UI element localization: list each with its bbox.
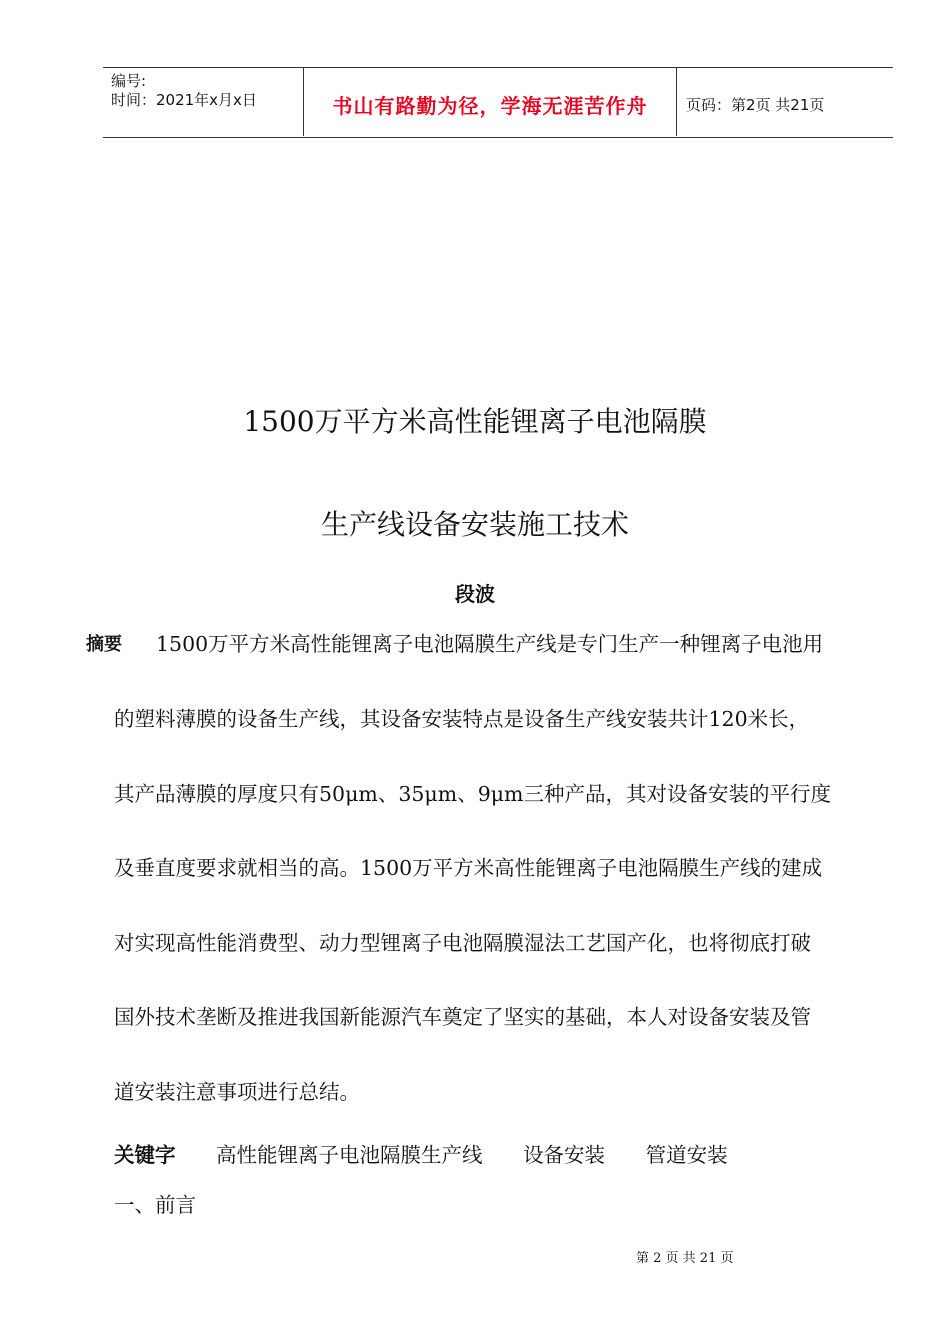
abstract-line: 1500万平方米高性能锂离子电池隔膜生产线是专门生产一种锂离子电池用: [156, 632, 824, 656]
page-footer: 第 2 页 共 21 页: [636, 1251, 734, 1266]
author-name: 段波: [455, 582, 495, 606]
header-meta: [111, 72, 257, 110]
abstract-line: 对实现高性能消费型、动力型锂离子电池隔膜湿法工艺国产化，也将彻底打破: [114, 931, 811, 955]
header-motto: 书山有路勤为径，学海无涯苦作舟: [332, 94, 648, 118]
keyword-item: 高性能锂离子电池隔膜生产线: [216, 1143, 483, 1167]
abstract-line: 道安装注意事项进行总结。: [114, 1080, 360, 1104]
abstract-line: 国外技术垄断及推进我国新能源汽车奠定了坚实的基础，本人对设备安装及管: [114, 1005, 811, 1029]
document-title-line-2: 生产线设备安装施工技术: [320, 508, 629, 541]
abstract-line: 其产品薄膜的厚度只有50μm、35μm、9μm三种产品，其对设备安装的平行度: [114, 782, 831, 806]
header-page-info: 页码：第2页 共21页: [686, 96, 825, 114]
keyword-item: 设备安装: [523, 1143, 606, 1167]
keywords-label: 关键字: [114, 1143, 176, 1167]
time-label: 时间：2021年x月x日: [111, 91, 257, 109]
section-heading: 一、前言: [114, 1193, 196, 1217]
page-header: [103, 67, 893, 138]
abstract-label: 摘要: [86, 634, 122, 655]
number-label: 编号:: [111, 72, 147, 90]
keywords-row: [114, 1138, 762, 1168]
abstract-line: 的塑料薄膜的设备生产线，其设备安装特点是设备生产线安装共计120米长，: [114, 707, 810, 731]
document-title-line-1: 1500万平方米高性能锂离子电池隔膜: [243, 405, 707, 438]
keyword-item: 管道安装: [645, 1143, 728, 1167]
header-divider: [676, 68, 677, 136]
abstract-line: 及垂直度要求就相当的高。1500万平方米高性能锂离子电池隔膜生产线的建成: [114, 856, 823, 880]
